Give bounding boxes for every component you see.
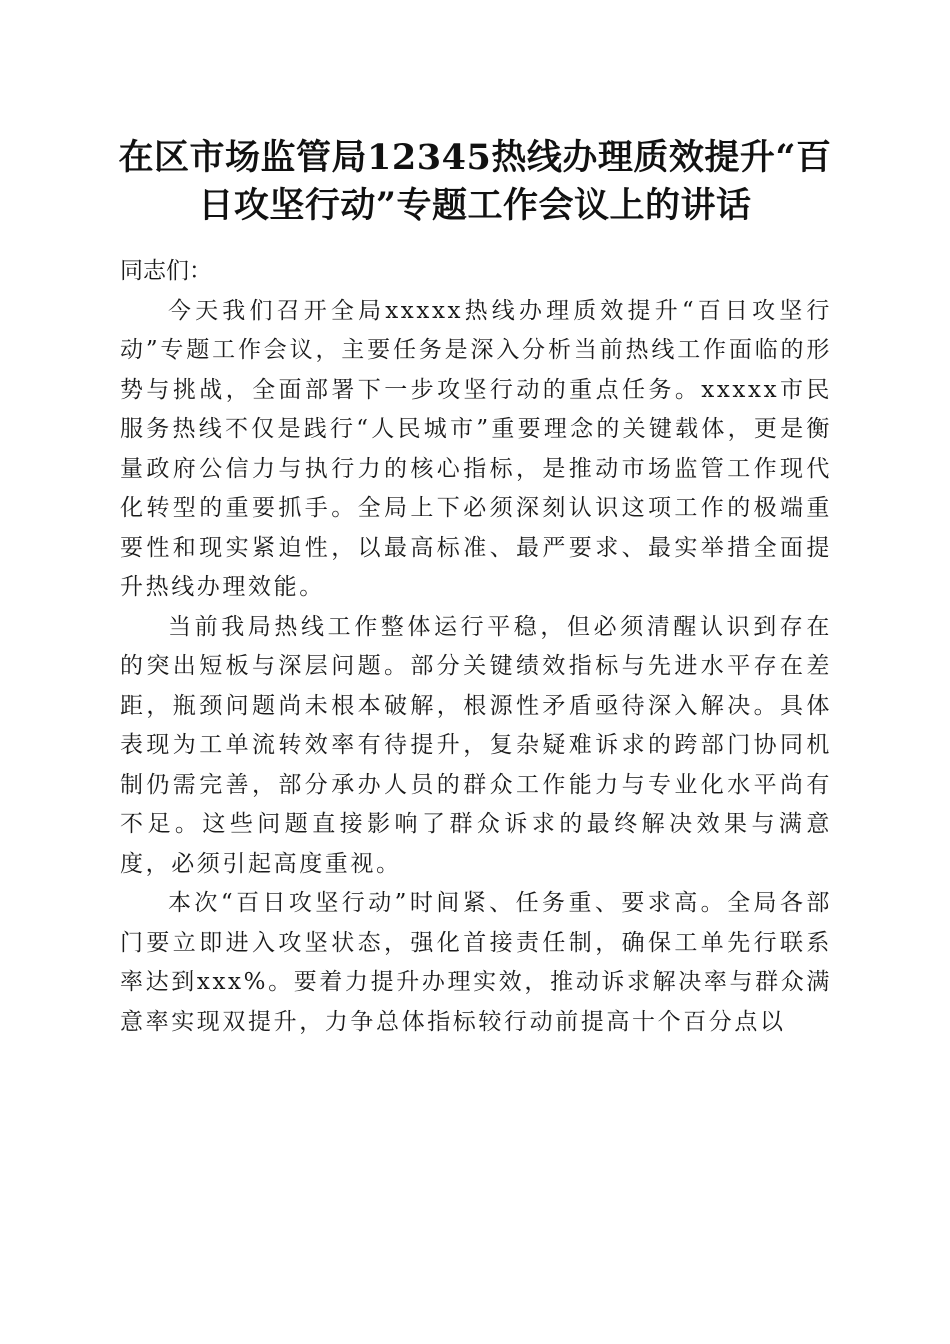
title-line-2: 日攻坚行动”专题工作会议上的讲话 <box>198 185 752 226</box>
paragraph-1: 今天我们召开全局xxxxx热线办理质效提升“百日攻坚行动”专题工作会议，主要任务是深入分析当前热线工作面临的形势与挑战，全面部署下一步攻坚行动的重点任务。xxxxx市民服务热线不仅是践行“人民城市”重要理念的关键载体，更是衡量政府公信力与执行力的核心指标，是推动市场监管工作现代化转型的重要抓手。全局上下必须深刻认识这项工作的极端重要性和现实紧迫性，以最高标准、最严要求、最实举措全面提升热线办理效能。 <box>120 297 832 600</box>
greeting: 同志们： <box>120 258 212 284</box>
paragraph-2: 当前我局热线工作整体运行平稳，但必须清醒认识到存在的突出短板与深层问题。部分关键绩效指标与先进水平存在差距，瓶颈问题尚未根本破解，根源性矛盾亟待深入解决。具体表现为工单流转效率有待提升，复杂疑难诉求的跨部门协同机制仍需完善，部分承办人员的群众工作能力与专业化水平尚有不足。这些问题直接影响了群众诉求的最终解决效果与满意度，必须引起高度重视。 <box>120 613 832 877</box>
title-line-1: 在区市场监管局12345热线办理质效提升“百 <box>118 137 832 178</box>
paragraph-3: 本次“百日攻坚行动”时间紧、任务重、要求高。全局各部门要立即进入攻坚状态，强化首接责任制，确保工单先行联系率达到xxx%。要着力提升办理实效，推动诉求解决率与群众满意率实现双提升，力争总体指标较行动前提高十个百分点以 <box>120 890 832 1035</box>
document-body <box>120 252 832 1042</box>
document-title <box>100 134 850 230</box>
